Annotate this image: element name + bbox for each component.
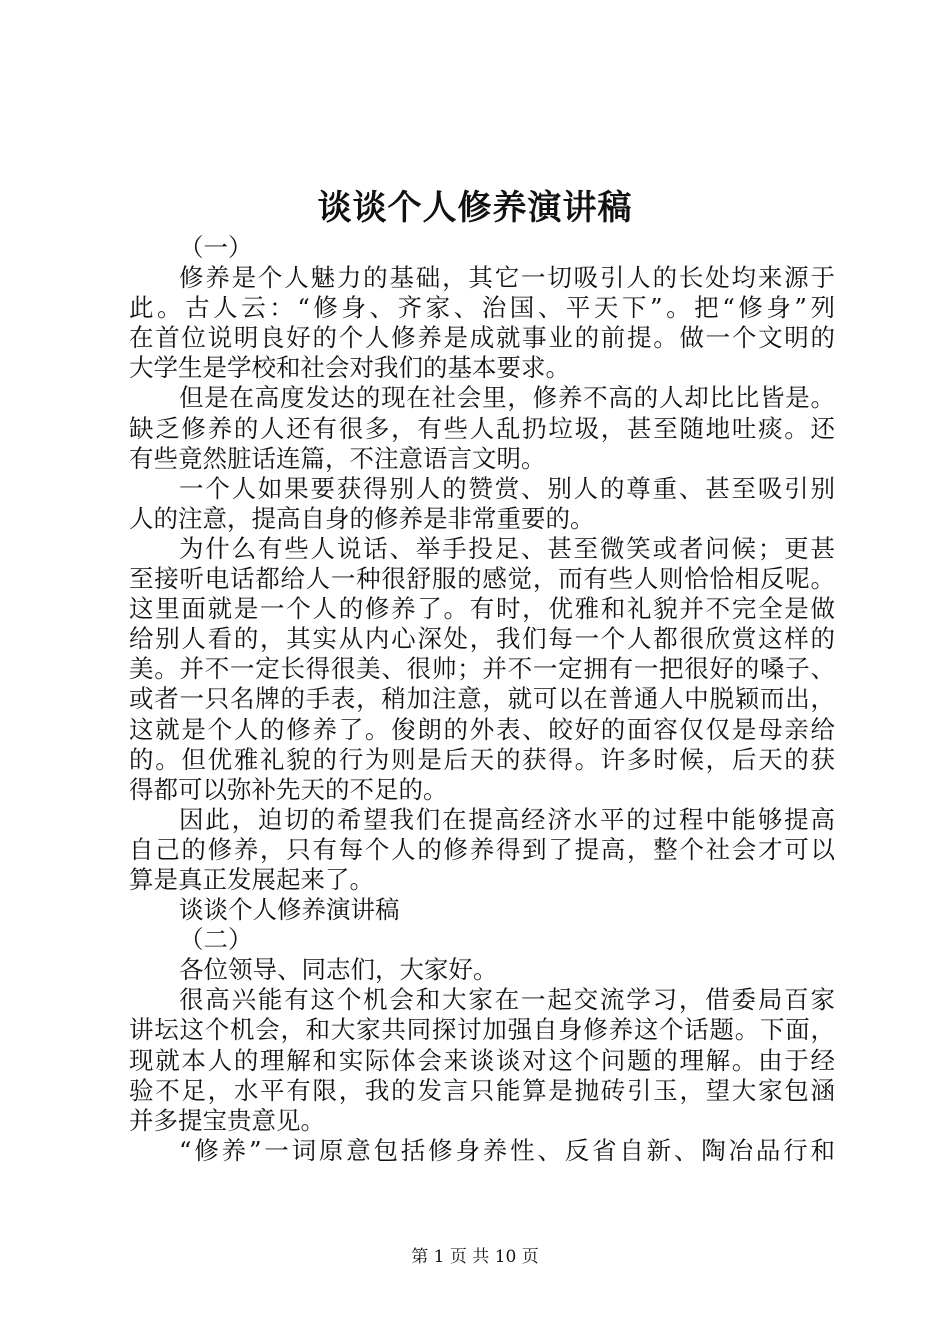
- body-line: 修养是个人魅力的基础，其它一切吸引人的长处均来源于: [179, 263, 835, 293]
- body-line: 为什么有些人说话、举手投足、甚至微笑或者问候；更甚: [179, 533, 835, 563]
- body-line: 的。但优雅礼貌的行为则是后天的获得。许多时候，后天的获: [129, 744, 835, 774]
- body-line: 或者一只名牌的手表，稍加注意，就可以在普通人中脱颖而出，: [129, 684, 835, 714]
- body-line: 有些竟然脏话连篇，不注意语言文明。: [129, 443, 546, 473]
- document-body: [129, 233, 835, 1166]
- body-line: 但是在高度发达的现在社会里，修养不高的人却比比皆是。: [179, 383, 835, 413]
- body-line: 人的注意，提高自身的修养是非常重要的。: [129, 503, 595, 533]
- body-line: 各位领导、同志们，大家好。: [179, 955, 498, 985]
- body-line: 此。古人云：“修身、齐家、治国、平天下”。把“修身”列: [129, 293, 835, 323]
- body-line: 验不足，水平有限，我的发言只能算是抛砖引玉，望大家包涵: [129, 1075, 835, 1105]
- body-line: 得都可以弥补先天的不足的。: [129, 774, 448, 804]
- body-line: （一）: [179, 233, 253, 262]
- body-line: 并多提宝贵意见。: [129, 1105, 325, 1135]
- body-line: 现就本人的理解和实际体会来谈谈对这个问题的理解。由于经: [129, 1045, 835, 1075]
- body-line: 因此，迫切的希望我们在提高经济水平的过程中能够提高: [179, 804, 835, 834]
- body-line: 算是真正发展起来了。: [129, 864, 374, 894]
- page-footer: 第 1 页 共 10 页: [411, 1247, 539, 1267]
- body-line: 缺乏修养的人还有很多，有些人乱扔垃圾，甚至随地吐痰。还: [129, 413, 835, 443]
- body-line: （二）: [179, 925, 253, 955]
- body-line: 美。并不一定长得很美、很帅；并不一定拥有一把很好的嗓子、: [129, 654, 835, 684]
- body-line: 谈谈个人修养演讲稿: [179, 895, 400, 925]
- body-line: 大学生是学校和社会对我们的基本要求。: [129, 353, 570, 383]
- body-line: 给别人看的，其实从内心深处，我们每一个人都很欣赏这样的: [129, 624, 835, 654]
- body-line: 自己的修养，只有每个人的修养得到了提高，整个社会才可以: [129, 834, 835, 864]
- body-line: 一个人如果要获得别人的赞赏、别人的尊重、甚至吸引别: [179, 473, 835, 503]
- body-line: 这就是个人的修养了。俊朗的外表、皎好的面容仅仅是母亲给: [129, 714, 835, 744]
- body-line: 这里面就是一个人的修养了。有时，优雅和礼貌并不完全是做: [129, 594, 835, 624]
- body-line: 至接听电话都给人一种很舒服的感觉，而有些人则恰恰相反呢。: [129, 564, 835, 594]
- body-line: 在首位说明良好的个人修养是成就事业的前提。做一个文明的: [129, 323, 835, 353]
- body-line: 讲坛这个机会，和大家共同探讨加强自身修养这个话题。下面，: [129, 1015, 835, 1045]
- body-line: “修养”一词原意包括修身养性、反省自新、陶冶品行和: [179, 1135, 835, 1165]
- body-line: 很高兴能有这个机会和大家在一起交流学习，借委局百家: [179, 985, 835, 1015]
- document-title: 谈谈个人修养演讲稿: [317, 188, 633, 228]
